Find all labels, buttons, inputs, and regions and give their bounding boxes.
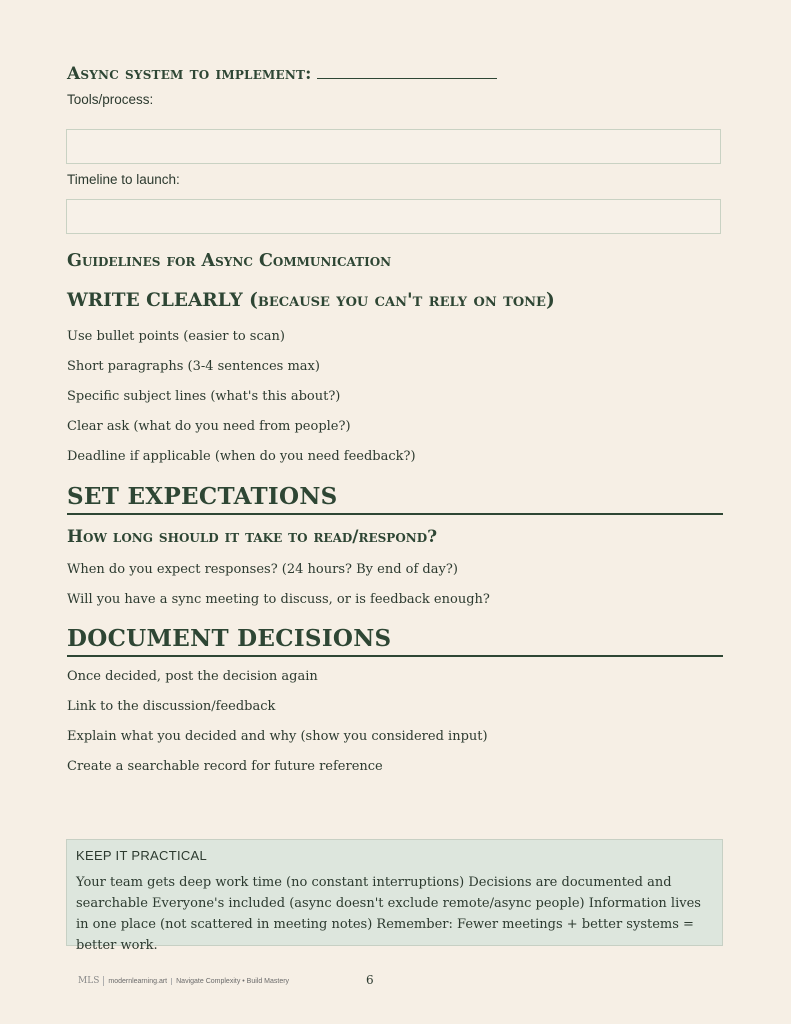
callout-body: Your team gets deep work time (no constant interruptions) Decisions are documented and searchable Everyone's included (async doesn't exclude remote/async people) Information lives in one place (not scattered in meeting notes) Remember: Fewer meetings + better systems = better work. (76, 875, 701, 953)
footer-site: modernlearning.art (108, 978, 172, 985)
list-item: Use bullet points (easier to scan) (67, 329, 285, 344)
list-item: Short paragraphs (3-4 sentences max) (67, 359, 320, 374)
brand-logo: MLS (78, 976, 104, 986)
tools-process-field[interactable] (66, 129, 721, 164)
async-system-heading (67, 64, 497, 84)
write-clearly-heading: WRITE CLEARLY (because you can't rely on tone) (67, 290, 555, 311)
list-item: Will you have a sync meeting to discuss, or is feedback enough? (67, 592, 490, 607)
set-expectations-heading: SET EXPECTATIONS (67, 482, 723, 515)
callout-title: KEEP IT PRACTICAL (76, 848, 208, 863)
page-footer (78, 974, 289, 988)
list-item: Link to the discussion/feedback (67, 699, 276, 714)
timeline-label: Timeline to launch: (67, 172, 180, 187)
timeline-field[interactable] (66, 199, 721, 234)
document-decisions-heading: DOCUMENT DECISIONS (67, 624, 723, 657)
async-system-blank-line[interactable] (317, 64, 497, 79)
list-item: When do you expect responses? (24 hours? By end of day?) (67, 562, 458, 577)
guidelines-heading: Guidelines for Async Communication (67, 251, 392, 271)
keep-it-practical-callout (66, 839, 723, 953)
footer-tagline: Navigate Complexity • Build Mastery (176, 977, 290, 985)
tools-process-label: Tools/process: (67, 92, 154, 107)
list-item: Explain what you decided and why (show you considered input) (67, 729, 488, 744)
list-item: Specific subject lines (what's this about?) (67, 389, 341, 404)
async-system-heading-text: Async system to implement: (67, 64, 312, 84)
list-item: Once decided, post the decision again (67, 669, 318, 684)
list-item: Create a searchable record for future reference (67, 759, 383, 774)
page-number: 6 (366, 973, 374, 987)
response-time-subheading: How long should it take to read/respond? (67, 527, 438, 547)
list-item: Deadline if applicable (when do you need feedback?) (67, 449, 416, 464)
list-item: Clear ask (what do you need from people?) (67, 419, 351, 434)
